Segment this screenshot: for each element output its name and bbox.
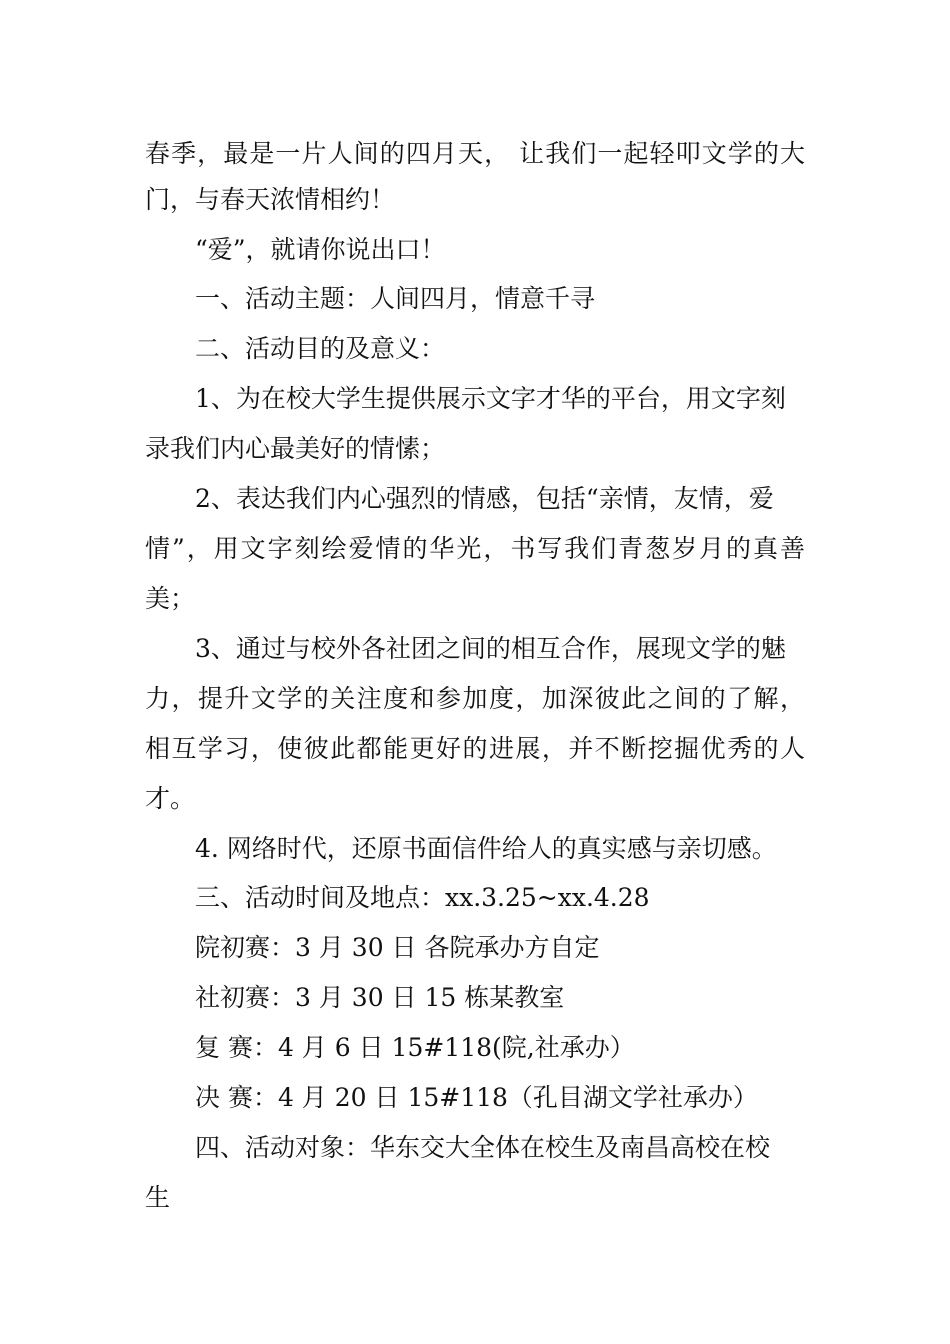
purpose-3-line-4: 才。 (145, 784, 196, 813)
purpose-4-line: 4. 网络时代，还原书面信件给人的真实感与亲切感。 (195, 834, 777, 863)
schedule-semifinal: 复 赛：4 月 6 日 15#118(院,社承办） (195, 1033, 635, 1062)
section-4-audience-line-1: 四、活动对象：华东交大全体在校生及南昌高校在校 (195, 1133, 771, 1162)
slogan-line: “爱”，就请你说出口！ (195, 235, 446, 264)
purpose-3-line-3: 相互学习，使彼此都能更好的进展，并不断挖掘优秀的人 (145, 734, 805, 763)
purpose-1-line-2: 录我们内心最美好的情愫； (145, 434, 446, 463)
purpose-1-line-1: 1、为在校大学生提供展示文字才华的平台，用文字刻 (195, 384, 786, 413)
schedule-club-prelim: 社初赛：3 月 30 日 15 栋某教室 (195, 983, 565, 1012)
paragraph-intro-line-1: 春季，最是一片人间的四月天， 让我们一起轻叩文学的大 (145, 139, 805, 168)
paragraph-intro-line-2: 门，与春天浓情相约！ (145, 185, 396, 214)
purpose-3-line-1: 3、通过与校外各社团之间的相互合作，展现文学的魅 (195, 634, 786, 663)
schedule-final: 决 赛：4 月 20 日 15#118（孔目湖文学社承办） (195, 1083, 758, 1112)
section-4-audience-line-2: 生 (145, 1183, 171, 1212)
purpose-2-line-1: 2、表达我们内心强烈的情感，包括“亲情，友情，爱 (195, 484, 774, 513)
purpose-3-line-2: 力，提升文学的关注度和参加度，加深彼此之间的了解， (145, 684, 805, 713)
purpose-2-line-3: 美； (145, 584, 196, 613)
schedule-college-prelim: 院初赛：3 月 30 日 各院承办方自定 (195, 933, 600, 962)
section-3-time-place: 三、活动时间及地点：xx.3.25~xx.4.28 (195, 883, 650, 912)
purpose-2-line-2: 情”，用文字刻绘爱情的华光，书写我们青葱岁月的真善 (145, 534, 805, 563)
section-1-theme: 一、活动主题：人间四月，情意千寻 (195, 284, 596, 313)
section-2-heading: 二、活动目的及意义： (195, 334, 446, 363)
